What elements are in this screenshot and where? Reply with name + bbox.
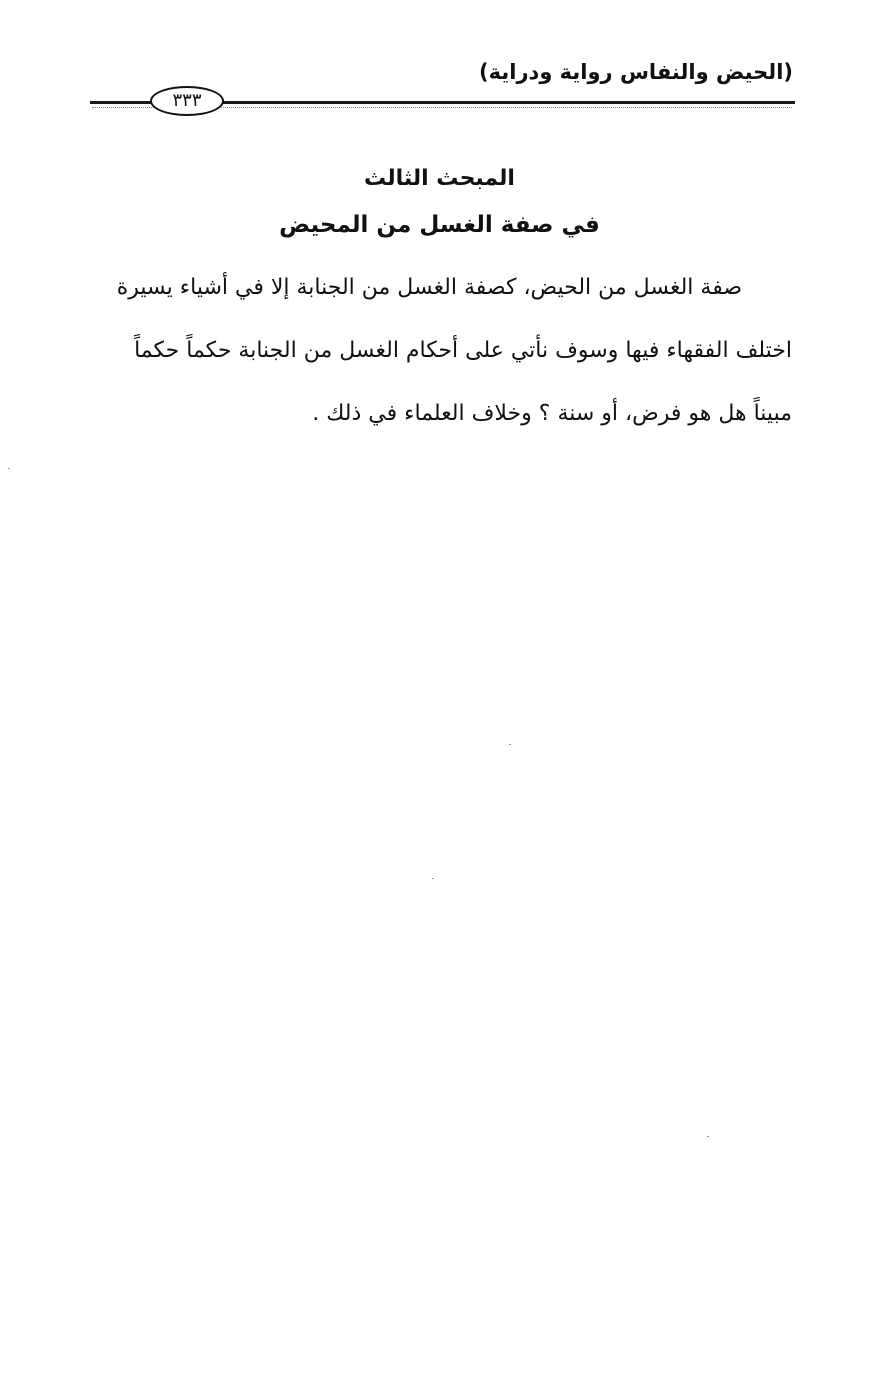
- running-title: (الحيض والنفاس رواية ودراية): [479, 60, 793, 84]
- page-number: ٣٣٣: [150, 86, 224, 116]
- scan-speck: [432, 878, 434, 879]
- scan-speck: [8, 468, 10, 469]
- section-heading: المبحث الثالث: [364, 166, 515, 191]
- body-line: صفة الغسل من الحيض، كصفة الغسل من الجنابة إلا في أشياء يسيرة: [116, 275, 742, 300]
- body-line: اختلف الفقهاء فيها وسوف نأتي على أحكام الغسل من الجنابة حكماً حكماً: [134, 338, 792, 363]
- body-line: مبيناً هل هو فرض، أو سنة ؟ وخلاف العلماء في ذلك .: [312, 401, 792, 426]
- section-subheading: في صفة الغسل من المحيض: [279, 212, 600, 238]
- scan-speck: [707, 1136, 709, 1137]
- scan-speck: [509, 744, 511, 745]
